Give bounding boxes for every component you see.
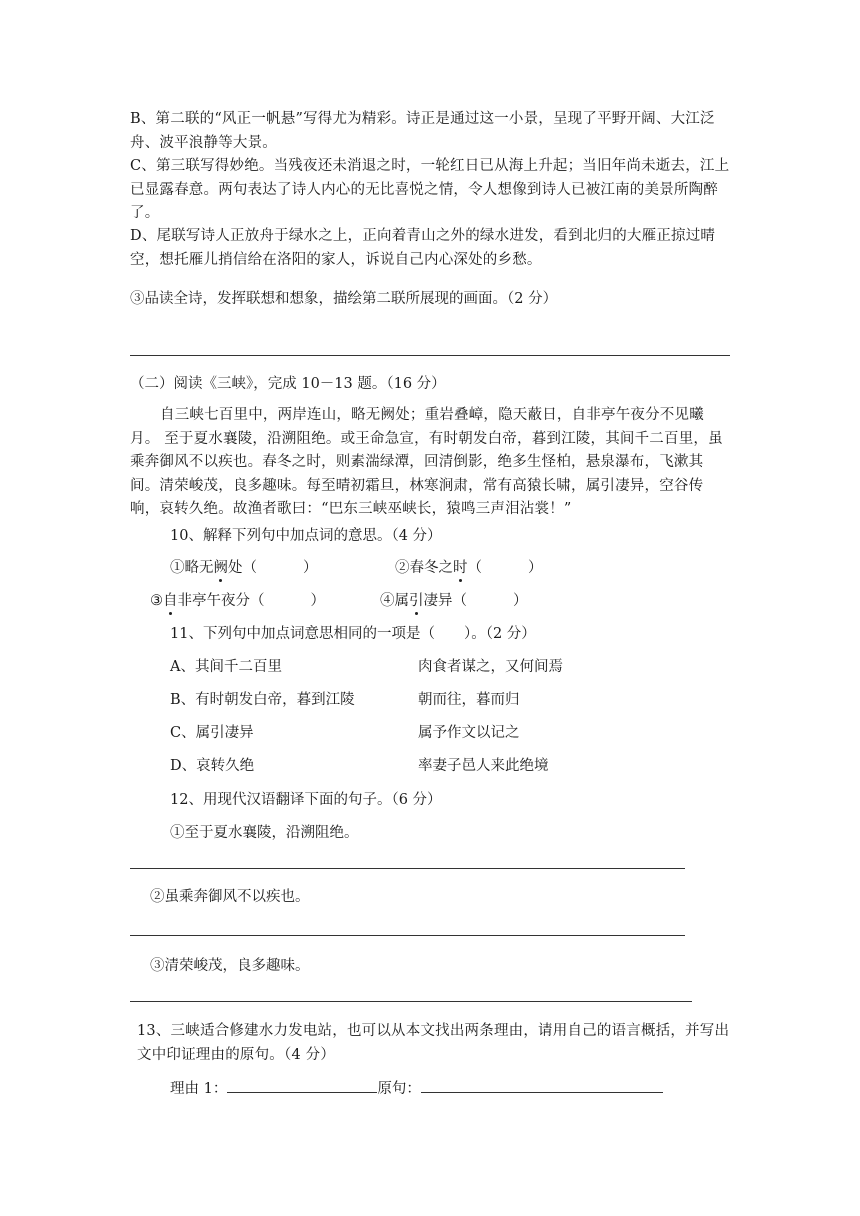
answer-line xyxy=(130,935,685,936)
q11-option-a-right: 肉食者谋之，又何间焉 xyxy=(418,659,563,675)
q11-option-b-left: B、有时朝发白帝，暮到江陵 xyxy=(170,692,355,708)
q9-option-c: C、第三联写得妙绝。当残夜还未消退之时，一轮红日已从海上升起；当旧年尚未逝去，江上已显露春意。两句表达了诗人内心的无比喜悦之情，令人想像到诗人已被江南的美景所陶醉了。 xyxy=(130,158,730,221)
answer-line xyxy=(130,1001,692,1002)
dotted-char: 引 xyxy=(409,593,424,609)
q13-answer-row: 理由 1： 原句： xyxy=(170,1078,663,1099)
answer-line xyxy=(130,355,730,356)
answer-line xyxy=(130,868,685,869)
q11-option-b-right: 朝而往，暮而归 xyxy=(418,692,520,708)
q9-option-b: B、第二联的“风正一帆悬”写得尤为精彩。诗正是通过这一小景，呈现了平野开阔、大江泛舟、波平浪静等大景。 xyxy=(130,111,715,151)
q10-item-1: ①略无阙处（ ） xyxy=(170,560,318,576)
q11-option-c-right: 属予作文以记之 xyxy=(418,725,520,741)
q10-item-3: ③自非亭午夜分（ ） xyxy=(150,593,325,609)
passage-sanxia: 自三峡七百里中，两岸连山，略无阙处；重岩叠嶂，隐天蔽日，自非亭午夜分不见曦月。 至于夏水襄陵，沿溯阻绝。或王命急宣，有时朝发白帝，暮到江陵，其间千二百里，虽乘奔御风不以疾也。春冬之时，则素湍绿潭，回清倒影，绝多生怪柏，悬泉瀑布，飞漱其间。清荣峻茂，良多趣味。每至晴初霜旦，林寒涧肃，常有高猿长啸，属引凄异，空谷传响，哀转久绝。故渔者歌曰：“巴东三峡巫峡长，猿鸣三声泪沾裳！” xyxy=(130,407,723,517)
dotted-char: 时 xyxy=(453,560,468,576)
q12-sentence-2: ②虽乘奔御风不以疾也。 xyxy=(150,889,310,905)
source-blank xyxy=(421,1078,663,1093)
q12-stem: 12、用现代汉语翻译下面的句子。（6 分） xyxy=(170,792,442,808)
section-2-title: （二）阅读《三峡》，完成 10－13 题。（16 分） xyxy=(130,376,446,392)
q11-option-a-left: A、其间千二百里 xyxy=(170,659,282,675)
q12-sentence-3: ③清荣峻茂，良多趣味。 xyxy=(150,958,310,974)
q13-stem: 13、三峡适合修建水力发电站，也可以从本文找出两条理由，请用自己的语言概括，并写出文中印证理由的原句。（4 分） xyxy=(137,1023,730,1063)
q10-stem: 10、解释下列句中加点词的意思。（4 分） xyxy=(170,528,442,544)
q10-item-4: ④属引凄异（ ） xyxy=(380,593,528,609)
reason-blank xyxy=(227,1078,377,1093)
q11-option-d-right: 率妻子邑人来此绝境 xyxy=(418,758,549,774)
dotted-char: 阙 xyxy=(213,560,228,576)
q9-3-prompt: ③品读全诗，发挥联想和想象，描绘第二联所展现的画面。（2 分） xyxy=(130,291,558,307)
q11-option-d-left: D、哀转久绝 xyxy=(170,758,255,774)
q10-item-2: ②春冬之时（ ） xyxy=(395,560,543,576)
q11-stem: 11、下列句中加点词意思相同的一项是（ ）。（2 分） xyxy=(170,626,536,642)
dotted-char: 自 xyxy=(163,593,178,609)
q11-option-c-left: C、属引凄异 xyxy=(170,725,254,741)
q12-sentence-1: ①至于夏水襄陵，沿溯阻绝。 xyxy=(170,825,359,841)
q9-option-d: D、尾联写诗人正放舟于绿水之上，正向着青山之外的绿水进发，看到北归的大雁正掠过晴空，想托雁儿捎信给在洛阳的家人，诉说自己内心深处的乡愁。 xyxy=(130,228,716,268)
